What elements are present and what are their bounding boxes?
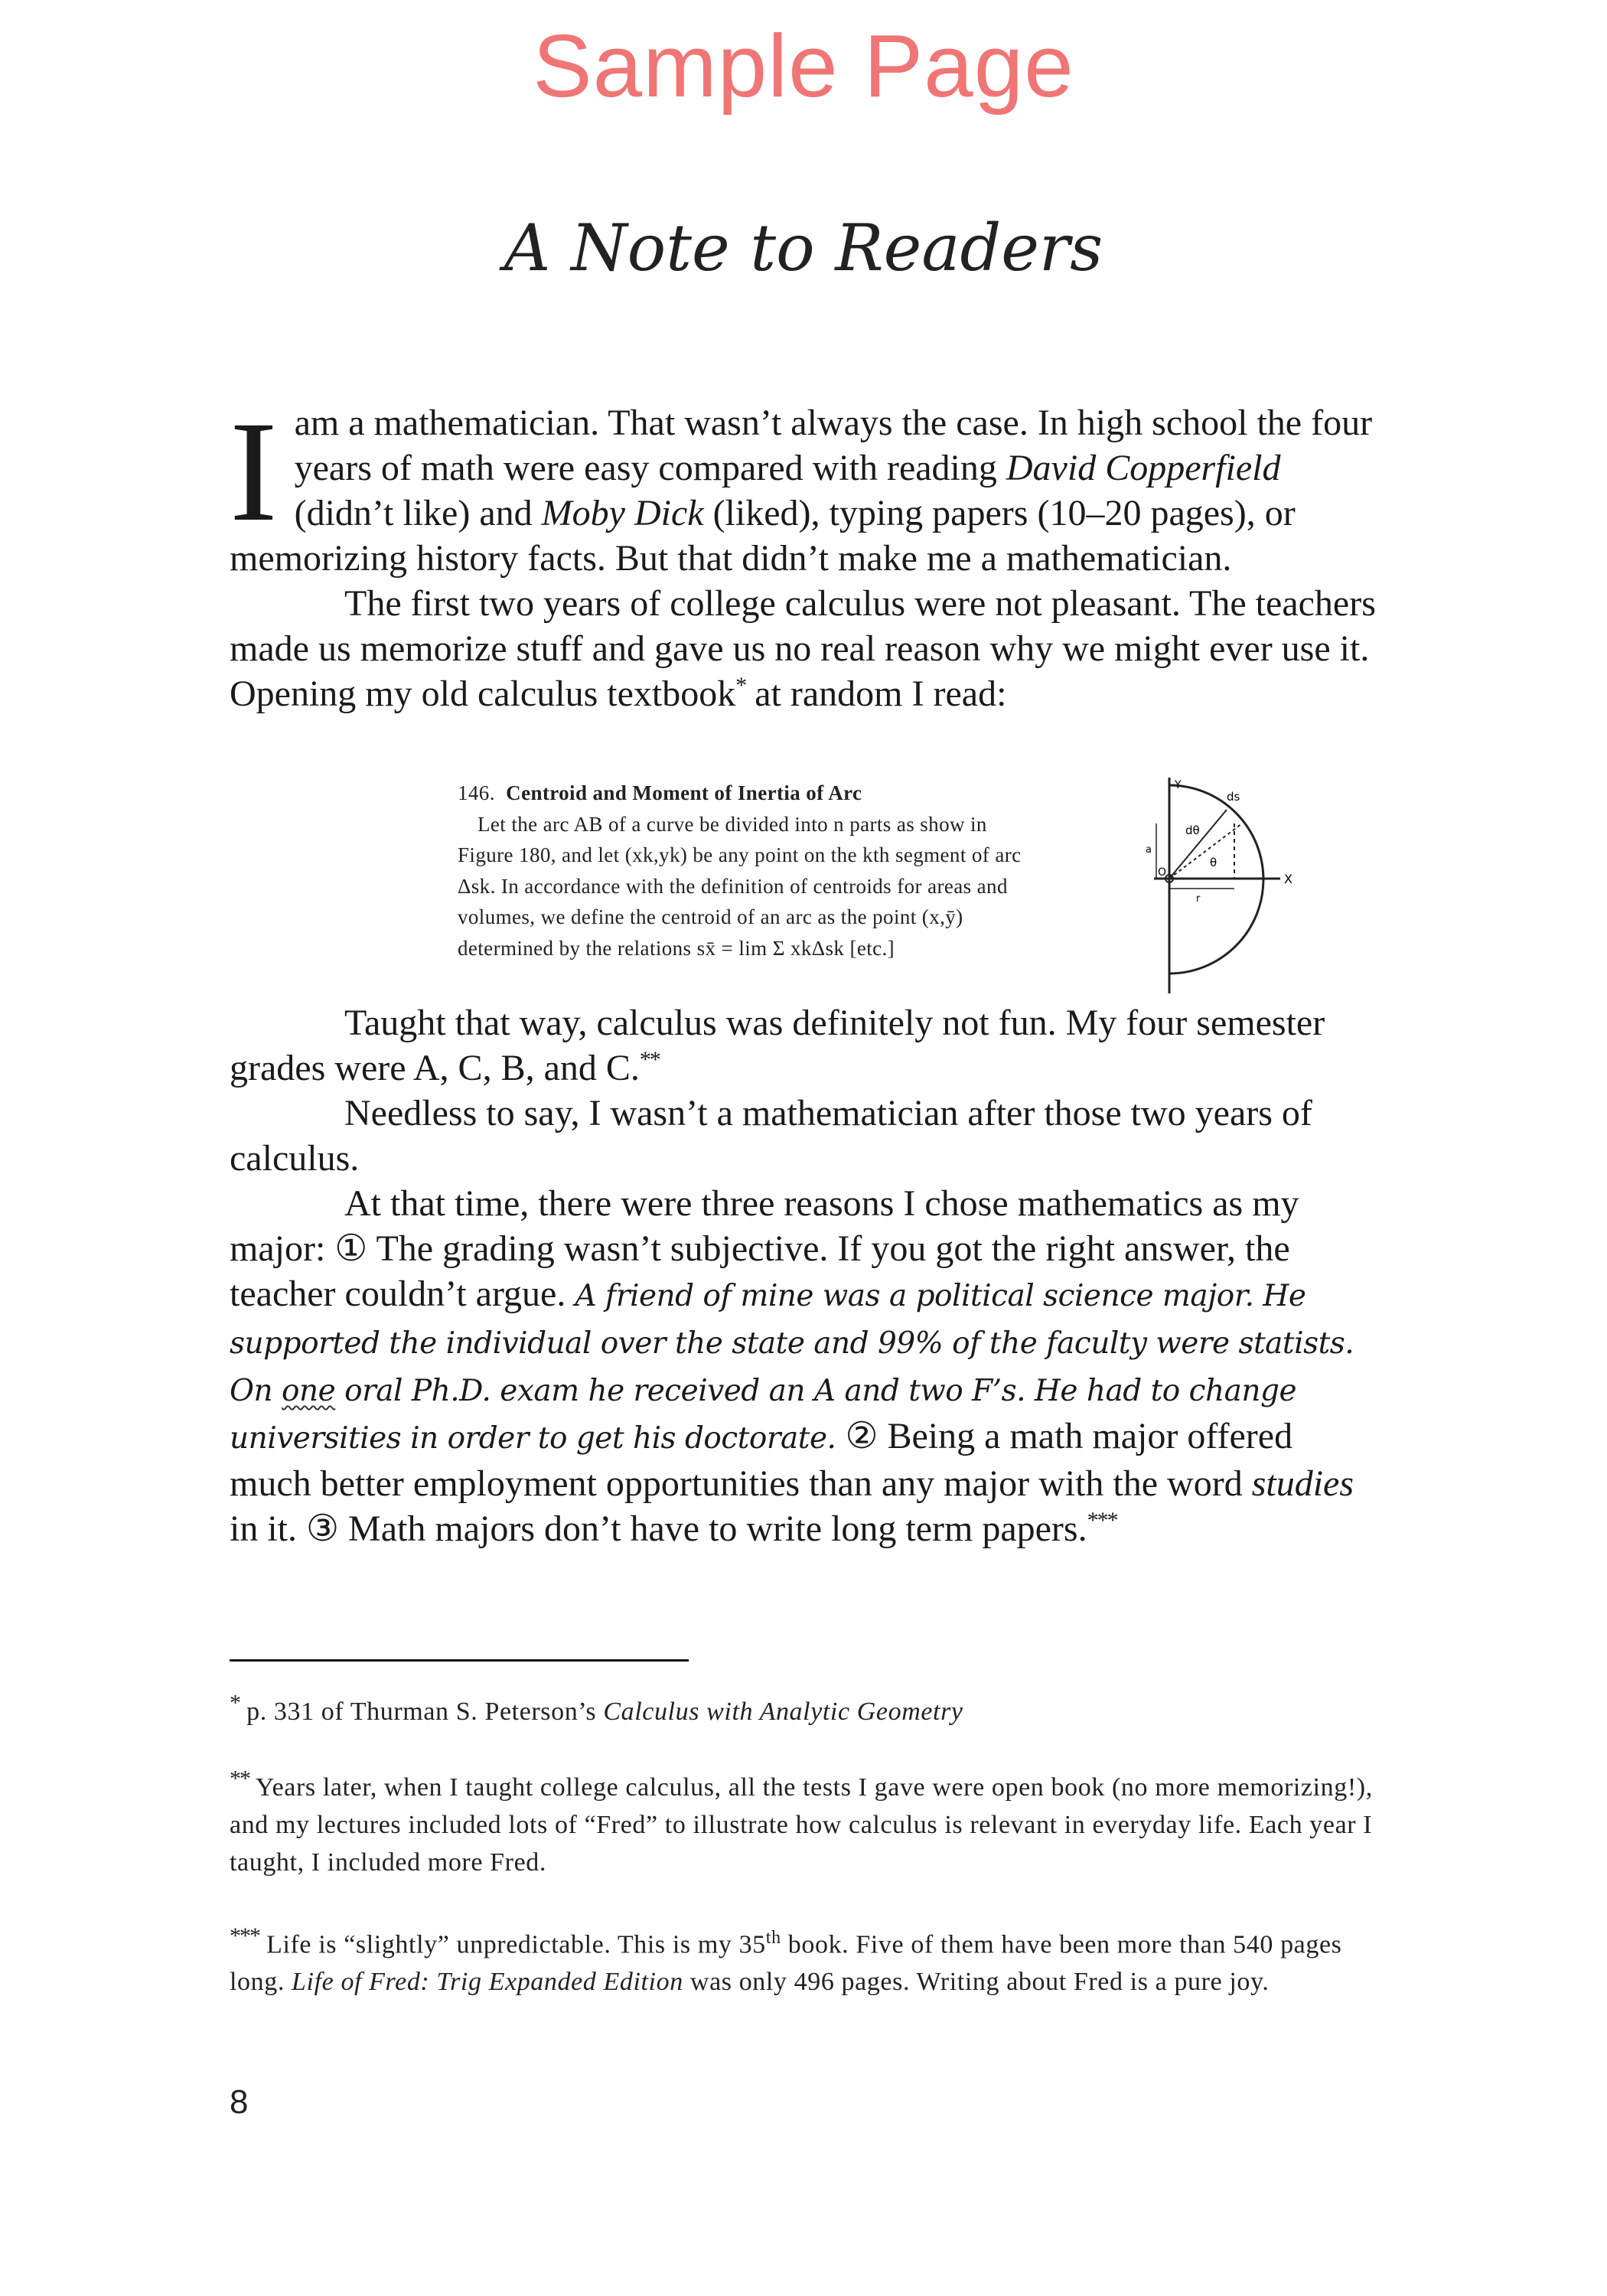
figure-label-theta: θ <box>1210 856 1217 869</box>
figure-radius-line <box>1169 810 1227 879</box>
paragraph-4: Needless to say, I wasn’t a mathematician after those two years of calculus. <box>230 1093 1312 1179</box>
footnote-2-mark: ** <box>230 1766 249 1792</box>
excerpt-section-number: 146. <box>458 781 495 804</box>
footnote-ref-1: * <box>735 673 746 698</box>
chapter-title: A Note to Readers <box>504 210 1103 285</box>
p3-text: Taught that way, calculus was definitely not fun. My four semester grades were A, C, B, and C. <box>230 1003 1325 1088</box>
paragraph-1 <box>230 391 1377 581</box>
p1-text-e: (liked), typing papers (10–20 pages), or memorizing history facts. But that didn’t make me a mathematician. <box>230 493 1296 579</box>
intro-paragraph-block <box>230 391 1377 716</box>
p5-text-b: ② Being a math major offered much better employment opportunities than any major with the word <box>230 1416 1293 1504</box>
footnote-1-mark: * <box>230 1690 240 1716</box>
book-title-moby-dick: Moby Dick <box>541 493 704 533</box>
footnote-3-book-title: Life of Fred: Trig Expanded Edition <box>292 1968 683 1997</box>
p2-text-a: The first two years of college calculus were not pleasant. The teachers made us memorize stuff and gave us no real reason why we might ever use it. Opening my old calculus textbook <box>230 583 1376 714</box>
paragraph-5 <box>230 1181 1377 1551</box>
p5-text-a: At that time, there were three reasons I chose mathematics as my major: ① The grading wasn’t subjective. If you got the right answer, the teacher couldn’t argue. <box>230 1183 1299 1314</box>
figure-radius-dashed <box>1169 823 1242 879</box>
footnote-3-mark: *** <box>230 1923 259 1949</box>
footnote-1-book-title: Calculus with Analytic Geometry <box>603 1698 963 1726</box>
excerpt-heading <box>458 778 1100 809</box>
footnote-3 <box>230 1919 1377 2001</box>
p5-text-c: in it. ③ Math majors don’t have to write long term papers. <box>230 1508 1087 1549</box>
footnote-2-text: Years later, when I taught college calculus, all the tests I gave were open book (no more memorizing!), and my lectures included lots of “Fred” to illustrate how calculus is relevant in everyday life. Each year I taught, I included more Fred. <box>230 1773 1373 1877</box>
arc-centroid-figure <box>1135 778 1303 993</box>
figure-label-ds: ds <box>1227 790 1240 804</box>
excerpt-section-title: Centroid and Moment of Inertia of Arc <box>506 781 862 804</box>
p2-text-b: at random I read: <box>745 673 1007 714</box>
excerpt-line-5: determined by the relations sx̄ = lim Σ xkΔsk [etc.] <box>458 936 895 960</box>
page-number: 8 <box>230 2083 249 2121</box>
p5-hand-wavy-one: one <box>282 1374 336 1408</box>
paragraph-2 <box>230 581 1377 716</box>
figure-label-r: r <box>1196 893 1201 905</box>
p5-word-studies: studies <box>1251 1463 1354 1504</box>
textbook-excerpt <box>458 778 1299 993</box>
footnote-3-text-d: was only 496 pages. Writing about Fred is a pure joy. <box>683 1968 1270 1997</box>
footnote-3-text-a: Life is “slightly” unpredictable. This is my 35 <box>259 1930 766 1959</box>
p5-hand-text-a: A friend of mine was a political science major. He supported the individual over the state and 99% of the faculty were statists. On <box>230 1279 1354 1408</box>
footnote-1 <box>230 1690 1377 1730</box>
excerpt-line-1: Let the arc AB of a curve be divided into n parts as show in <box>478 812 987 836</box>
p1-text-c: (didn’t like) and <box>294 493 542 533</box>
drop-cap: I <box>230 391 278 551</box>
figure-label-x: X <box>1284 872 1292 886</box>
excerpt-line-3: Δsk. In accordance with the definition of centroids for areas and <box>458 874 1008 898</box>
figure-label-y: Y <box>1175 779 1182 791</box>
figure-label-dtheta: dθ <box>1185 823 1200 837</box>
p1-text-a: am a mathematician. That wasn’t always the case. In high school the four years of math were easy compared with reading <box>294 403 1373 488</box>
footnote-ref-3: *** <box>1087 1508 1117 1533</box>
excerpt-line-2: Figure 180, and let (xk,yk) be any point on the kth segment of arc <box>458 843 1022 866</box>
p5-hand-text-b: oral Ph.D. exam he received an A and two F’s. He had to change universities in order to get his doctorate. <box>230 1374 1297 1456</box>
footnote-1-text-a: p. 331 of Thurman S. Peterson’s <box>240 1698 604 1726</box>
footnote-divider <box>230 1659 689 1662</box>
footnote-3-superscript: th <box>765 1928 781 1948</box>
excerpt-text <box>458 778 1100 964</box>
footnote-ref-2: ** <box>639 1047 660 1072</box>
book-title-david-copperfield: David Copperfield <box>1006 448 1281 488</box>
figure-label-o: O <box>1158 866 1167 879</box>
excerpt-line-4: volumes, we define the centroid of an arc as the point (x,ȳ) <box>458 905 963 928</box>
figure-label-a: a <box>1146 844 1152 856</box>
main-paragraph-block <box>230 1000 1377 1551</box>
sample-page-watermark: Sample Page <box>533 16 1074 116</box>
footnote-2 <box>230 1766 1377 1881</box>
paragraph-3 <box>230 1000 1377 1091</box>
footnotes <box>230 1690 1377 2039</box>
footnote-3-text-b: book. Five of them have been more than 540 pages long. <box>230 1930 1342 1997</box>
